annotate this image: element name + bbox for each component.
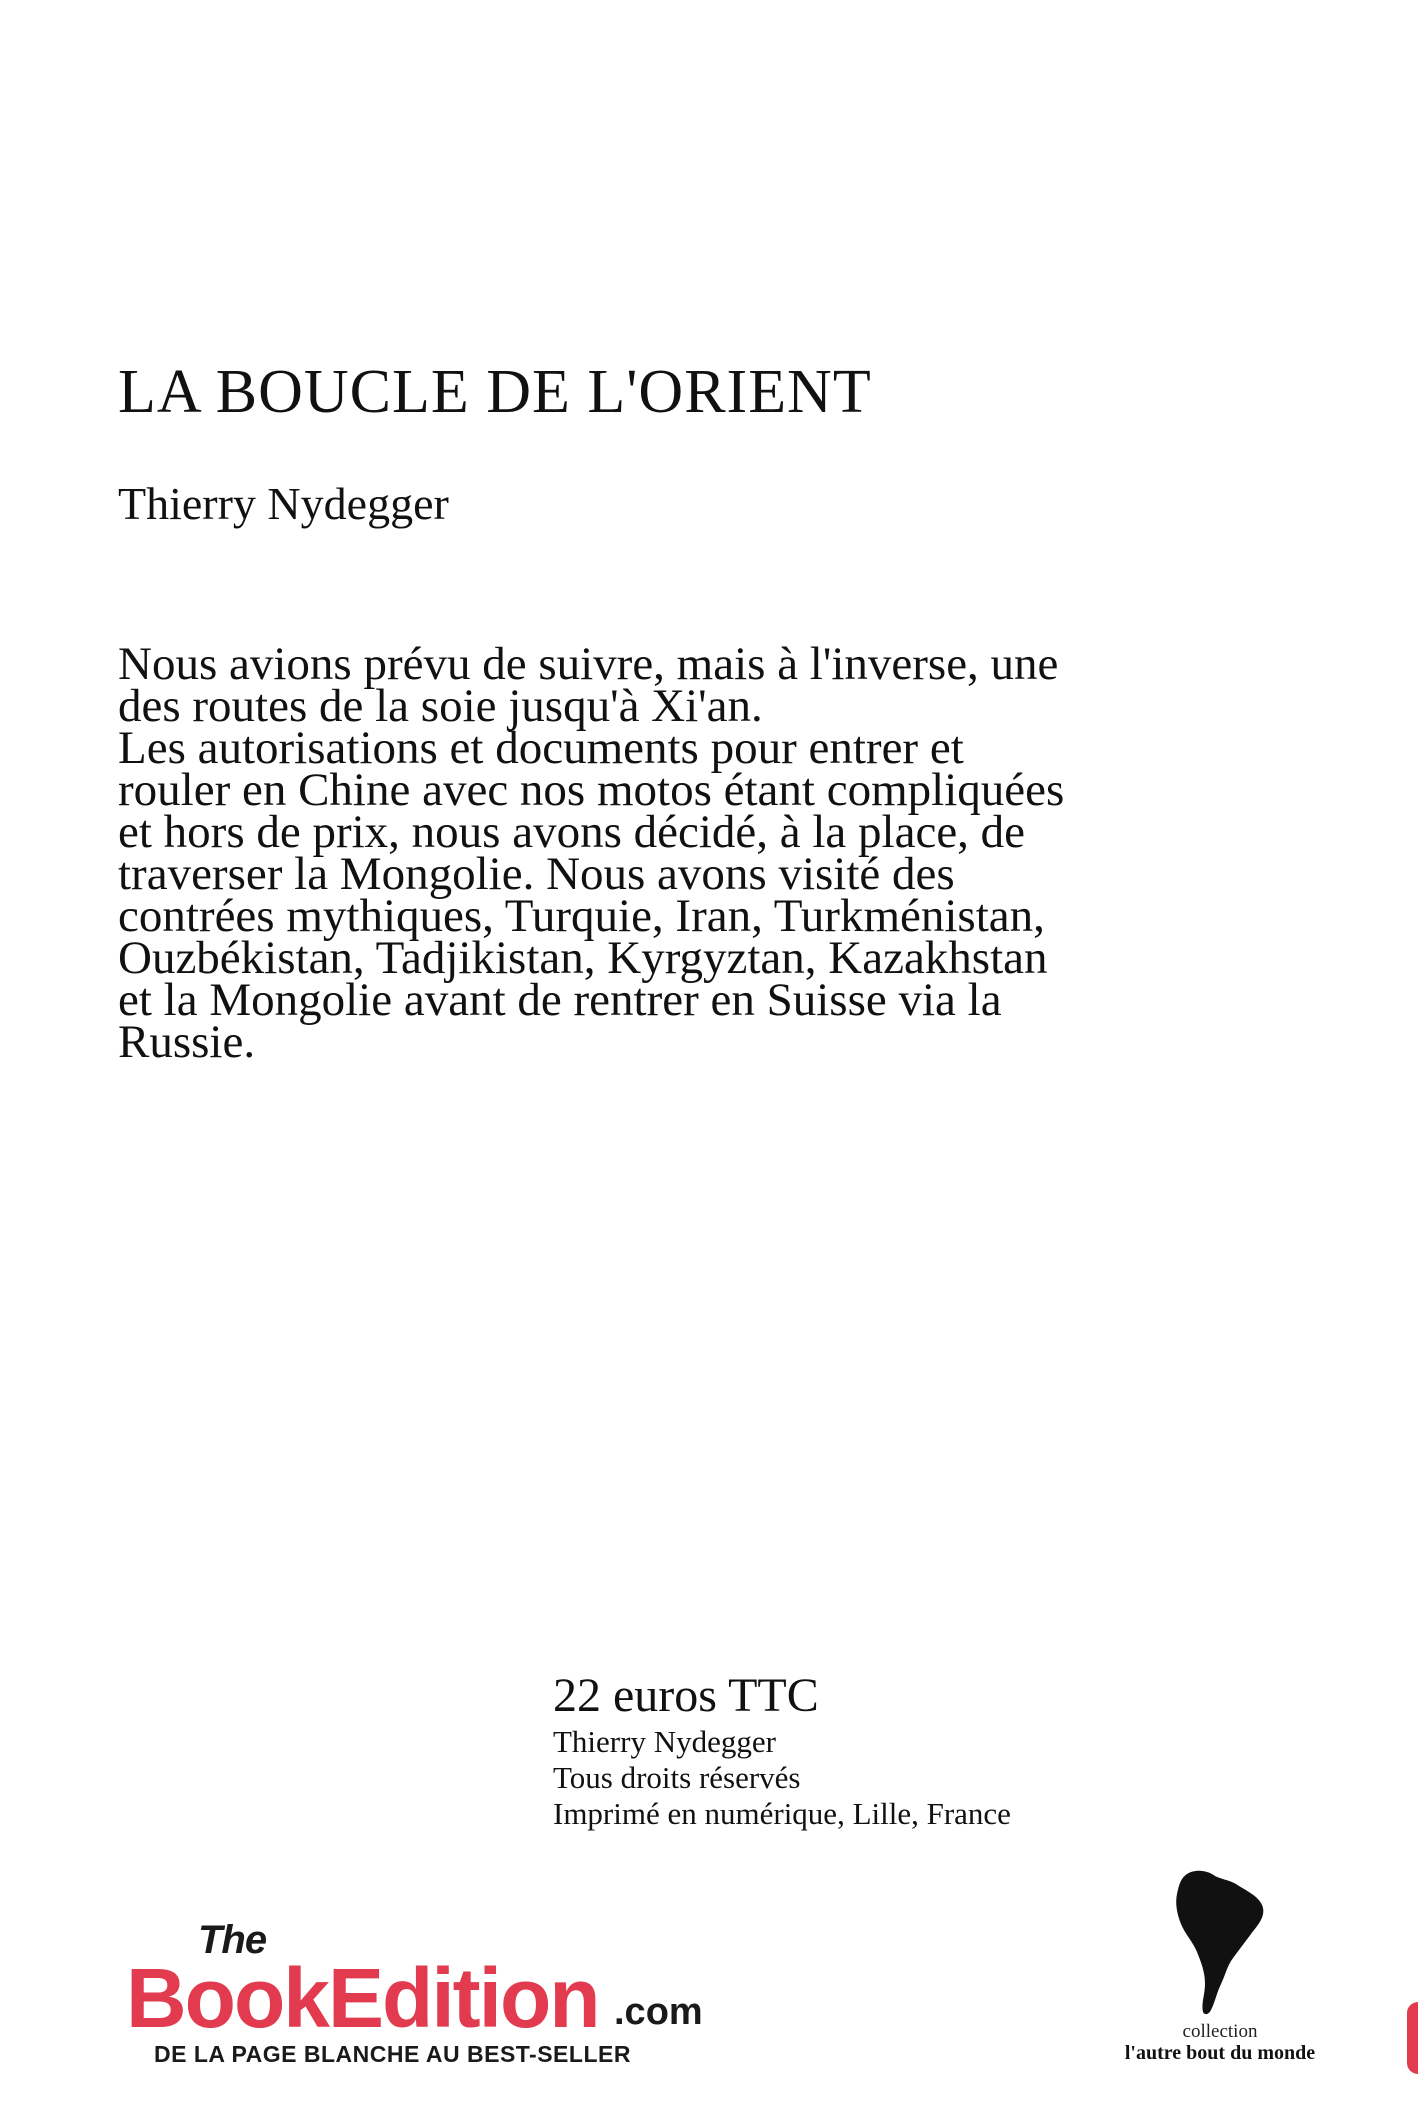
collection-logo (1120, 1868, 1320, 2068)
book-title: LA BOUCLE DE L'ORIENT (118, 358, 872, 426)
printing-info: Imprimé en numérique, Lille, France (553, 1796, 1011, 1831)
book-author: Thierry Nydegger (118, 478, 449, 529)
synopsis-paragraph: Nous avions prévu de suivre, mais à l'inverse, une des routes de la soie jusqu'à Xi'an. (118, 638, 1059, 732)
south-america-map-icon (1173, 1868, 1267, 2018)
price: 22 euros TTC (553, 1669, 819, 1722)
back-cover-synopsis (118, 638, 1078, 1068)
rights-holder: Thierry Nydegger (553, 1724, 776, 1759)
rights-notice: Tous droits réservés (553, 1760, 801, 1795)
collection-label: collection (1182, 2021, 1258, 2042)
logo-domain: .com (614, 1991, 703, 2033)
collection-name: l'autre bout du monde (1124, 2042, 1316, 2064)
edge-mark-decoration (1407, 2002, 1418, 2074)
logo-name: BookEdition (126, 1951, 599, 2045)
logo-tagline: DE LA PAGE BLANCHE AU BEST-SELLER (154, 2041, 631, 2067)
thebookedition-logo (126, 1918, 706, 2078)
colophon (553, 1668, 1011, 1832)
logo-the: The (198, 1918, 267, 1962)
synopsis-paragraph: Les autorisations et documents pour entrer et rouler en Chine avec nos motos étant compliquées et hors de prix, nous avons décidé, à la place, de traverser la Mongolie. Nous avons visité des contrées mythiques, Turquie, Iran, Turkménistan, Ouzbékistan, Tadjikistan, Kyrgyztan, Kazakhstan et la Mongolie avant de rentrer en Suisse via la Russie. (118, 722, 1065, 1068)
